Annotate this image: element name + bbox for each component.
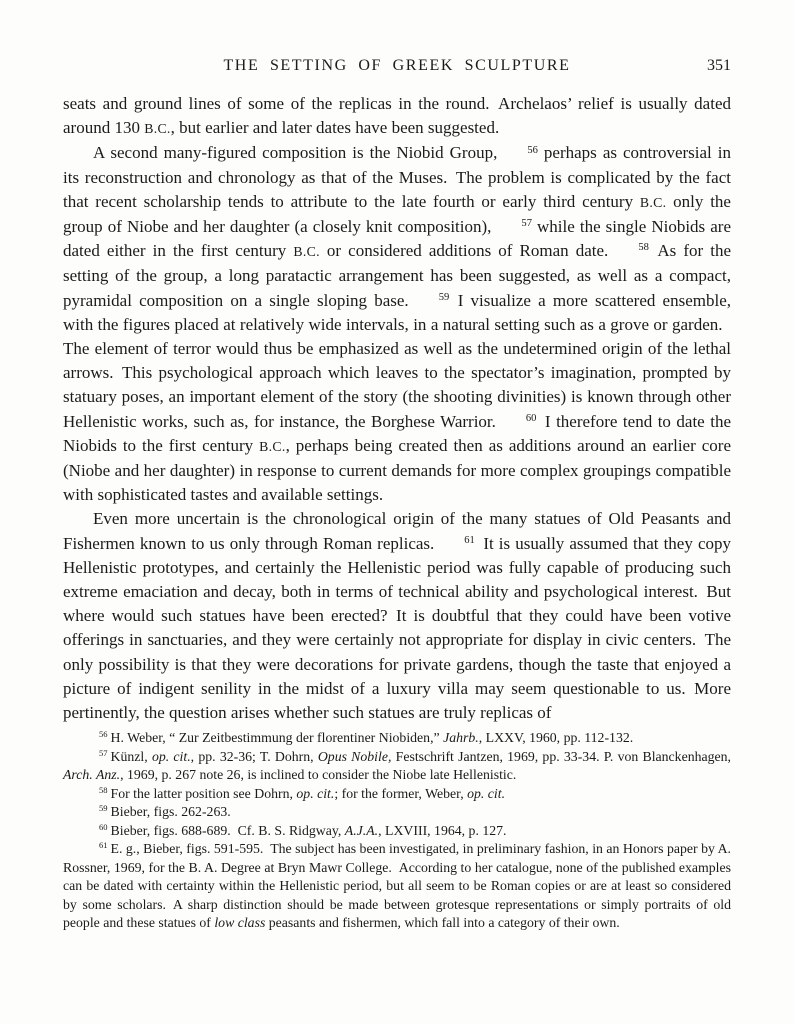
footnote-59: 59 Bieber, figs. 262-263. [99, 803, 231, 819]
footnote-text: Bieber, figs. 688-689. Cf. B. S. Ridgway, A.J.A., LXVIII, 1964, p. 127. [110, 822, 507, 838]
running-title: THE SETTING OF GREEK SCULPTURE [223, 57, 571, 74]
paragraph-3: Even more uncertain is the chronological origin of the many statues of Old Peasants and Fishermen known to us only through Roman replicas. 61 It is usually assumed that they copy Hellenistic prototypes, and certainly the Hellenistic period was fully capable of producing such extreme emaciation and decay, both in terms of technical ability and psychological interest. But where would such statues have been erected? It is doubtful that they could have been votive offerings in sanctuaries, and they were certainly not appropriate for display in civic centers. The only possibility is that they were decorations for private gardens, though the taste that enjoyed a picture of indigent senility in the midst of a luxury villa may seem questionable to us. More pertinently, the question arises whether such statues are truly replicas of [63, 509, 731, 723]
footnote-text: Künzl, op. cit., pp. 32-36; T. Dohrn, Opus Nobile, Festschrift Jantzen, 1969, pp. 33-34. P. von Blanckenhagen, Arch. Anz., 1969, p. 267 note 26, is inclined to consider the Niobe late Hellenistic. [63, 748, 731, 782]
paragraph-1: seats and ground lines of some of the replicas in the round. Archelaos’ relief is usually dated around 130 B.C., but earlier and later dates have been suggested. [63, 94, 731, 138]
paragraph-2: A second many-figured composition is the Niobid Group, 56 perhaps as controversial in its reconstruction and chronology as that of the Muses. The problem is complicated by the fact that recent scholarship tends to attribute to the late fourth or early third century B.C. only the group of Niobe and her daughter (a closely knit composition), 57 while the single Niobids are dated either in the first century B.C. or considered additions of Roman date. 58 As for the setting of the group, a long paratactic arrangement has been suggested, as well as a compact, pyramidal composition on a single sloping base. 59 I visualize a more scattered ensemble, with the figures placed at relatively wide intervals, in a natural setting such as a grove or garden. The element of terror would thus be emphasized as well as the undetermined origin of the lethal arrows. This psychological approach which leaves to the spectator’s imagination, prompted by statuary poses, an important element of the story (the shooting divinities) is known through other Hellenistic works, such as, for instance, the Borghese Warrior. 60 I therefore tend to date the Niobids to the first century B.C., perhaps being created then as additions around an earlier core (Niobe and her daughter) in response to current demands for more complex groupings compatible with sophisticated tastes and available settings. [63, 143, 732, 505]
footnote-61: 61 E. g., Bieber, figs. 591-595. The subject has been investigated, in preliminary fashion, in an Honors paper by A. Rossner, 1969, for the B. A. Degree at Bryn Mawr College. According to her catalogue, none of the published examples can be dated with certainty within the Hellenistic period, but all seem to be Roman copies or are at least so considered by some scholars. A sharp distinction should be made between grotesque representations or simply portraits of old people and these statues of low class peasants and fishermen, which fall into a category of their own. [63, 840, 731, 930]
footnote-56: 56 H. Weber, “ Zur Zeitbestimmung der florentiner Niobiden,” Jahrb., LXXV, 1960, pp. 112-132. [99, 729, 634, 745]
footnote-58: 58 For the latter position see Dohrn, op. cit.; for the former, Weber, op. cit. [99, 784, 506, 801]
footnote-text: Bieber, figs. 262-263. [110, 804, 231, 819]
body-text [63, 92, 731, 725]
page-header [63, 57, 731, 79]
footnote-text: H. Weber, “ Zur Zeitbestimmung der florentiner Niobiden,” Jahrb., LXXV, 1960, pp. 112-132. [110, 730, 634, 745]
footnote-60: 60 Bieber, figs. 688-689. Cf. B. S. Ridgway, A.J.A., LXVIII, 1964, p. 127. [99, 821, 507, 838]
footnote-text: E. g., Bieber, figs. 591-595. The subject has been investigated, in preliminary fashion, in an Honors paper by A. Rossner, 1969, for the B. A. Degree at Bryn Mawr College. According to her catalogue, none of the published examples can be dated with certainty within the Hellenistic period, but all seem to be Roman copies or are at least so considered by some scholars. A sharp distinction should be made between grotesque representations or simply portraits of old people and these statues of low class peasants and fishermen, which fall into a category of their own. [63, 841, 731, 930]
footnotes-section [63, 729, 731, 933]
page-number: 351 [707, 57, 731, 74]
footnote-text: For the latter position see Dohrn, op. cit.; for the former, Weber, op. cit. [110, 785, 506, 801]
footnote-57: 57 Künzl, op. cit., pp. 32-36; T. Dohrn, Opus Nobile, Festschrift Jantzen, 1969, pp. 33-34. P. von Blanckenhagen, Arch. Anz., 1969, p. 267 note 26, is inclined to consider the Niobe late Hellenistic. [63, 747, 731, 782]
